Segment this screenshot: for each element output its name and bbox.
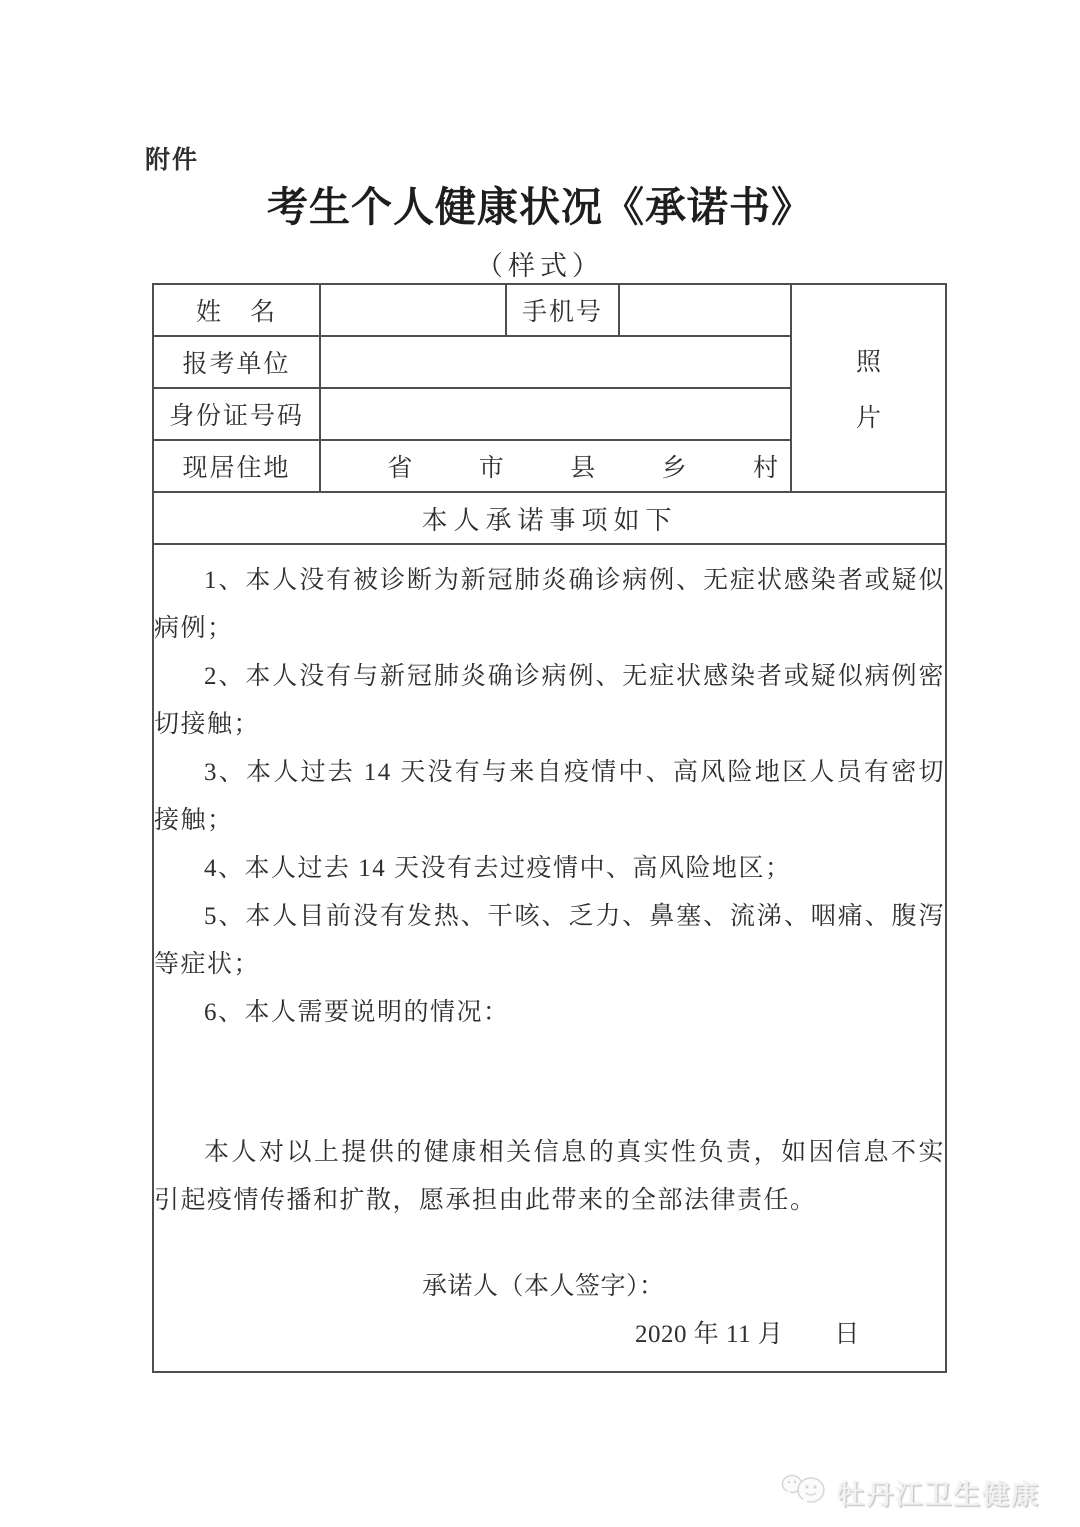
- photo-char-top: 照: [855, 349, 881, 376]
- section-header: 本人承诺事项如下: [153, 492, 946, 544]
- photo-cell: [791, 284, 946, 492]
- responsibility-statement: 本人对以上提供的健康相关信息的真实性负责，如因信息不实引起疫情传播和扩散，愿承担由此带来的全部法律责任。: [154, 1139, 945, 1214]
- date-line: 2020 年 11 月 日: [635, 1321, 860, 1348]
- section-header-row: [153, 492, 946, 544]
- commitment-item-5: 5、本人目前没有发热、干咳、乏力、鼻塞、流涕、咽痛、腹泻等症状；: [154, 903, 945, 978]
- wechat-bubbles-logo-icon: [781, 1472, 829, 1513]
- residence-unit-province: 省: [387, 455, 413, 482]
- name-label: 姓 名: [153, 284, 320, 336]
- residence-unit-township: 乡: [661, 455, 687, 482]
- residence-unit-village: 村: [753, 455, 779, 482]
- attachment-label: 附件: [145, 146, 200, 174]
- page-title: 考生个人健康状况《承诺书》: [267, 184, 813, 230]
- phone-label: 手机号: [506, 284, 619, 336]
- photo-char-bottom: 片: [855, 405, 881, 432]
- residence-unit-county: 县: [570, 455, 596, 482]
- commitment-item-4: 4、本人过去 14 天没有去过疫情中、高风险地区；: [204, 855, 792, 882]
- commitment-item-2: 2、本人没有与新冠肺炎确诊病例、无症状感染者或疑似病例密切接触；: [154, 663, 945, 738]
- id-label: 身份证号码: [153, 388, 320, 440]
- residence-units: [321, 448, 790, 484]
- name-phone-row: [153, 284, 946, 336]
- residence-unit-city: 市: [478, 455, 504, 482]
- page-subtitle: （样式）: [476, 251, 604, 281]
- signature-label: 承诺人（本人签字）：: [422, 1273, 665, 1300]
- phone-value-cell: [619, 284, 791, 336]
- commitment-content-cell: [153, 544, 946, 1372]
- residence-value-cell: [320, 440, 791, 492]
- commitment-item-3: 3、本人过去 14 天没有与来自疫情中、高风险地区人员有密切接触；: [154, 759, 945, 834]
- id-value-cell: [320, 388, 791, 440]
- unit-value-cell: [320, 336, 791, 388]
- watermark-text: 牡丹江卫生健康: [837, 1480, 1040, 1510]
- commitment-content-row: [153, 544, 946, 1372]
- commitment-item-6: 6、本人需要说明的情况：: [204, 999, 510, 1026]
- notes-blank-space: [154, 1037, 945, 1129]
- residence-label: 现居住地: [153, 440, 320, 492]
- name-value-cell: [320, 284, 506, 336]
- unit-label: 报考单位: [153, 336, 320, 388]
- commitment-item-1: 1、本人没有被诊断为新冠肺炎确诊病例、无症状感染者或疑似病例；: [154, 567, 945, 642]
- photo-label: [792, 342, 945, 434]
- watermark: [781, 1472, 1040, 1513]
- health-commitment-form-table: [152, 283, 947, 1373]
